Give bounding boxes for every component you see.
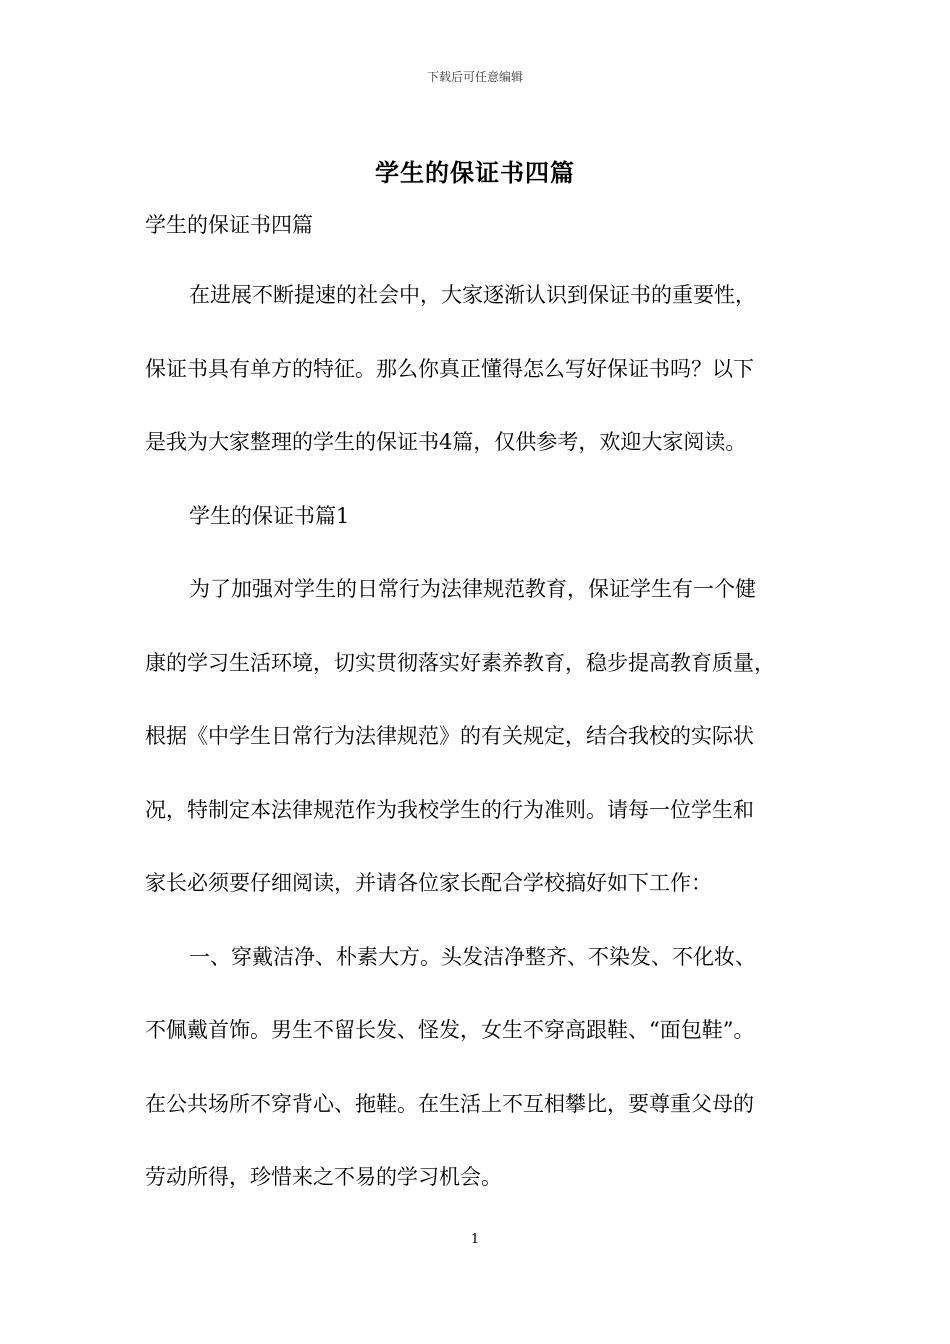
paragraph-line: 不佩戴首饰。男生不留长发、怪发，女生不穿高跟鞋、“面包鞋”。 xyxy=(145,1018,755,1042)
paragraph-line: 况，特制定本法律规范作为我校学生的行为准则。请每一位学生和 xyxy=(145,797,754,822)
document-body xyxy=(145,203,825,1229)
document-title: 学生的保证书四篇 xyxy=(375,158,575,187)
paragraph-line: 家长必须要仔细阅读，并请各位家长配合学校搞好如下工作： xyxy=(145,871,712,895)
paragraph-line: 劳动所得，珍惜来之不易的学习机会。 xyxy=(145,1165,502,1189)
paragraph-line: 根据《中学生日常行为法律规范》的有关规定，结合我校的实际状 xyxy=(145,724,754,748)
paragraph-line: 康的学习生活环境，切实贯彻落实好素养教育，稳步提高教育质量， xyxy=(145,650,775,675)
paragraph-line: 是我为大家整理的学生的保证书4篇，仅供参考，欢迎大家阅读。 xyxy=(145,430,747,454)
paragraph-line: 在公共场所不穿背心、拖鞋。在生活上不互相攀比，要尊重父母的 xyxy=(145,1091,754,1116)
paragraph-line: 一、穿戴洁净、朴素大方。头发洁净整齐、不染发、不化妆、 xyxy=(189,944,756,969)
page-number: 1 xyxy=(470,1232,480,1247)
subtitle-line: 学生的保证书四篇 xyxy=(145,213,313,237)
paragraph-line: 保证书具有单方的特征。那么你真正懂得怎么写好保证书吗？以下 xyxy=(145,356,754,381)
header-note: 下载后可任意编辑 xyxy=(426,70,523,84)
paragraph-line: 为了加强对学生的日常行为法律规范教育，保证学生有一个健 xyxy=(189,577,756,601)
paragraph-line: 在进展不断提速的社会中，大家逐渐认识到保证书的重要性， xyxy=(189,283,756,307)
section-heading: 学生的保证书篇1 xyxy=(189,503,350,528)
